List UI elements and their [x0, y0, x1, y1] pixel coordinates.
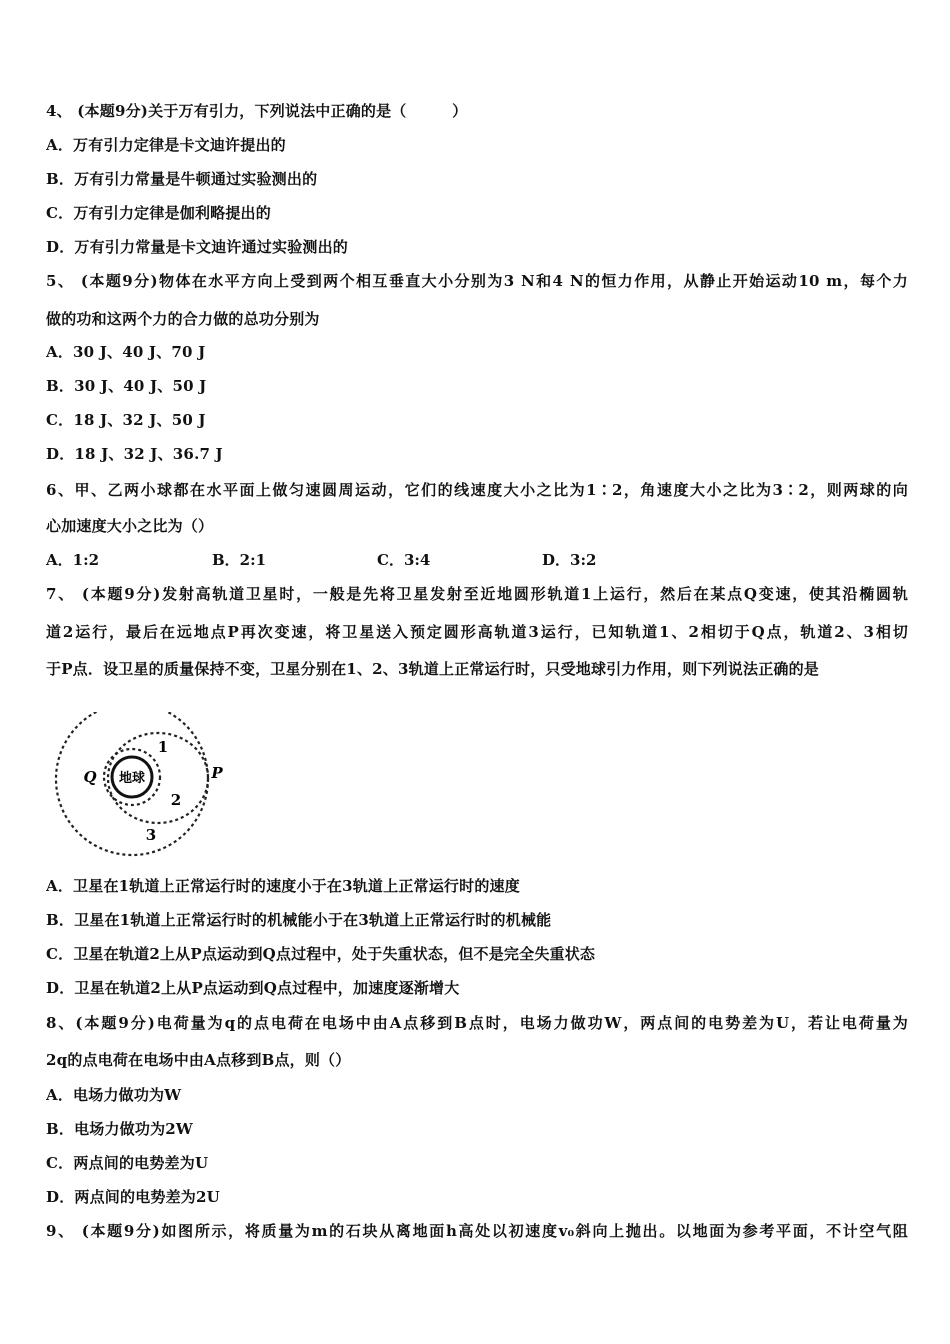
earth-label: 地球 — [118, 771, 146, 786]
q5-option-d: D．18 J、32 J、36.7 J — [46, 445, 223, 463]
q6-option-b: B．2:1 — [212, 551, 267, 569]
q4-stem: 4、 (本题9分)关于万有引力，下列说法中正确的是（ ） — [46, 102, 468, 120]
q6-options-row — [46, 550, 908, 570]
orbit-diagram — [50, 712, 235, 857]
q8-option-c: C．两点间的电势差为U — [46, 1154, 209, 1172]
q5-stem-line2: 做的功和这两个力的合力做的总功分别为 — [46, 310, 320, 328]
q8-stem-line2: 2q的点电荷在电场中由A点移到B点，则（） — [46, 1051, 351, 1069]
q4-option-b: B．万有引力常量是牛顿通过实验测出的 — [46, 170, 318, 188]
q7-option-d: D．卫星在轨道2上从P点运动到Q点过程中，加速度逐渐增大 — [46, 979, 460, 997]
q8-option-a: A．电场力做功为W — [46, 1086, 182, 1104]
q8-option-b: B．电场力做功为2W — [46, 1120, 193, 1138]
q5-stem-line1: 5、 (本题9分)物体在水平方向上受到两个相互垂直大小分别为3 N和4 N的恒力作用，从静止开始运动10 m，每个力 — [46, 272, 908, 290]
q5-option-a: A．30 J、40 J、70 J — [46, 343, 206, 361]
q5-option-b: B．30 J、40 J、50 J — [46, 377, 207, 395]
q7-option-b: B．卫星在1轨道上正常运行时的机械能小于在3轨道上正常运行时的机械能 — [46, 911, 552, 929]
orbit-3-label: 3 — [145, 826, 157, 844]
q4-option-c: C．万有引力定律是伽利略提出的 — [46, 204, 271, 222]
q6-stem-line1: 6、甲、乙两小球都在水平面上做匀速圆周运动，它们的线速度大小之比为1∶2，角速度大小之比为3∶2，则两球的向 — [46, 481, 908, 499]
q8-stem-line1: 8、(本题9分)电荷量为q的点电荷在电场中由A点移到B点时，电场力做功W，两点间的电势差为U，若让电荷量为 — [46, 1014, 908, 1032]
q6-option-c: C．3:4 — [377, 551, 431, 569]
q5-option-c: C．18 J、32 J、50 J — [46, 411, 206, 429]
q9-stem-line1: 9、 (本题9分)如图所示，将质量为m的石块从离地面h高处以初速度v₀斜向上抛出。以地面为参考平面，不计空气阻 — [46, 1222, 908, 1240]
q6-option-a: A．1:2 — [46, 551, 100, 569]
point-p-label: P — [211, 764, 223, 782]
orbit-2-label: 2 — [170, 791, 182, 809]
q6-stem-line2: 心加速度大小之比为（） — [46, 517, 214, 535]
q7-stem-line3: 于P点．设卫星的质量保持不变，卫星分别在1、2、3轨道上正常运行时，只受地球引力作用，则下列说法正确的是 — [46, 660, 819, 678]
q7-stem-line2: 道2运行，最后在远地点P再次变速，将卫星送入预定圆形高轨道3运行，已知轨道1、2相切于Q点，轨道2、3相切 — [46, 623, 908, 641]
q8-option-d: D．两点间的电势差为2U — [46, 1188, 220, 1206]
orbit-1-label: 1 — [157, 738, 169, 756]
q6-option-d: D．3:2 — [542, 551, 597, 569]
q7-option-a: A．卫星在1轨道上正常运行时的速度小于在3轨道上正常运行时的速度 — [46, 877, 520, 895]
point-q-label: Q — [83, 768, 97, 786]
q4-option-d: D．万有引力常量是卡文迪许通过实验测出的 — [46, 238, 349, 256]
q4-option-a: A．万有引力定律是卡文迪许提出的 — [46, 136, 286, 154]
q7-option-c: C．卫星在轨道2上从P点运动到Q点过程中，处于失重状态，但不是完全失重状态 — [46, 945, 596, 963]
q7-stem-line1: 7、 (本题9分)发射高轨道卫星时，一般是先将卫星发射至近地圆形轨道1上运行，然后在某点Q变速，使其沿椭圆轨 — [46, 585, 908, 603]
